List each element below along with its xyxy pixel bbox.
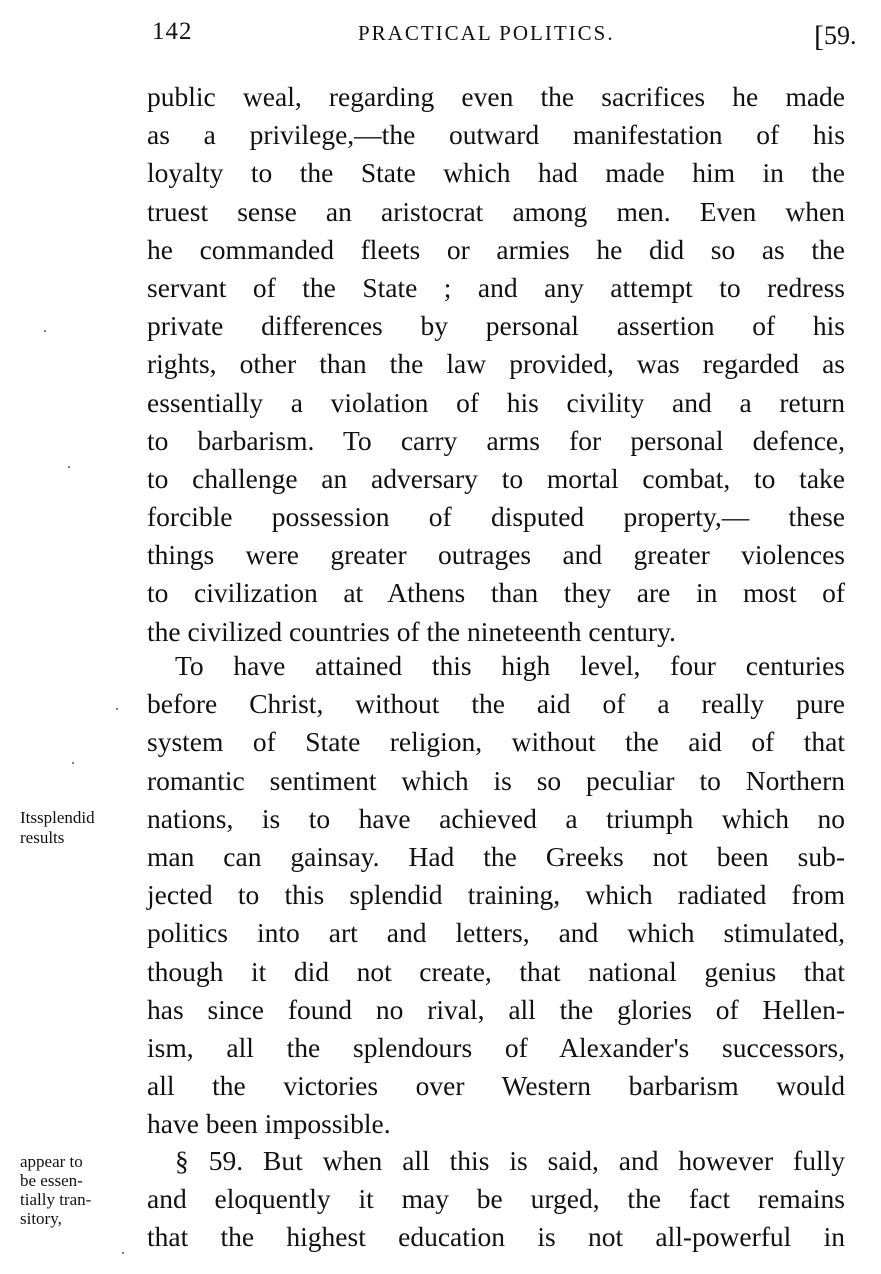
text-line: § 59. But when all this is said, and however fully (175, 1145, 845, 1176)
text-line: he commanded fleets or armies he did so as the (147, 233, 845, 265)
text-line: public weal, regarding even the sacrifices he made (147, 81, 845, 112)
margin-note-splendid-results (20, 808, 95, 848)
margin-note-line: be essen- (20, 1171, 83, 1190)
margin-note-transitory (20, 1152, 91, 1228)
running-header (0, 18, 881, 52)
text-line: truest sense an aristocrat among men. Even when (147, 195, 845, 227)
text-line: ism, all the splendours of Alexander's successors, (147, 1031, 845, 1063)
text-line: things were greater outrages and greater violences (147, 539, 845, 571)
section-number: 59. (824, 21, 857, 50)
text-line: before Christ, without the aid of a really pure (147, 688, 845, 720)
text-line: man can gainsay. Had the Greeks not been sub- (147, 840, 845, 872)
text-line: as a privilege,—the outward manifestation of his (147, 119, 845, 151)
text-line: has since found no rival, all the glories of Hellen- (147, 993, 845, 1025)
text-line: to challenge an adversary to mortal combat, to take (147, 462, 845, 494)
text-line: system of State religion, without the aid of that (147, 726, 845, 758)
text-line: to barbarism. To carry arms for personal defence, (147, 424, 845, 456)
page-number: 142 (152, 18, 193, 45)
text-line: private differences by personal assertion of his (147, 310, 845, 342)
text-line: loyalty to the State which had made him in the (147, 157, 845, 189)
margin-note-line: appear to (20, 1152, 83, 1171)
text-line: and eloquently it may be urged, the fact remains (147, 1183, 845, 1215)
text-line: that the highest education is not all-powerful in (147, 1221, 845, 1253)
text-line: politics into art and letters, and which stimulated, (147, 917, 845, 949)
margin-note-line: results (20, 828, 65, 847)
text-line: rights, other than the law provided, was regarded as (147, 348, 845, 380)
paragraph-continuation (147, 78, 845, 651)
section-reference (814, 18, 857, 52)
text-line: to civilization at Athens than they are in most of (147, 577, 845, 609)
text-line: romantic sentiment which is so peculiar to Northern (147, 764, 845, 796)
text-line: have been impossible. (147, 1108, 391, 1140)
text-line: all the victories over Western barbarism would (147, 1070, 845, 1102)
text-line: essentially a violation of his civility and a return (147, 386, 845, 418)
text-line: servant of the State ; and any attempt to redress (147, 271, 845, 303)
running-title: PRACTICAL POLITICS. (358, 21, 615, 45)
text-line: though it did not create, that national genius that (147, 955, 845, 987)
margin-note-line: Itssplendid (20, 808, 95, 827)
text-line: To have attained this high level, four centuries (175, 650, 845, 681)
text-line: nations, is to have achieved a triumph which no (147, 802, 845, 834)
section-bracket: [ (814, 20, 824, 53)
margin-note-line: tially tran- (20, 1190, 92, 1209)
margin-note-line: sitory, (20, 1209, 62, 1228)
paragraph-section-59 (147, 1142, 845, 1257)
text-line: the civilized countries of the nineteenth century. (147, 615, 676, 647)
text-line: jected to this splendid training, which radiated from (147, 879, 845, 911)
paragraph-athens-triumph (147, 647, 845, 1143)
text-line: forcible possession of disputed property,— these (147, 501, 845, 533)
